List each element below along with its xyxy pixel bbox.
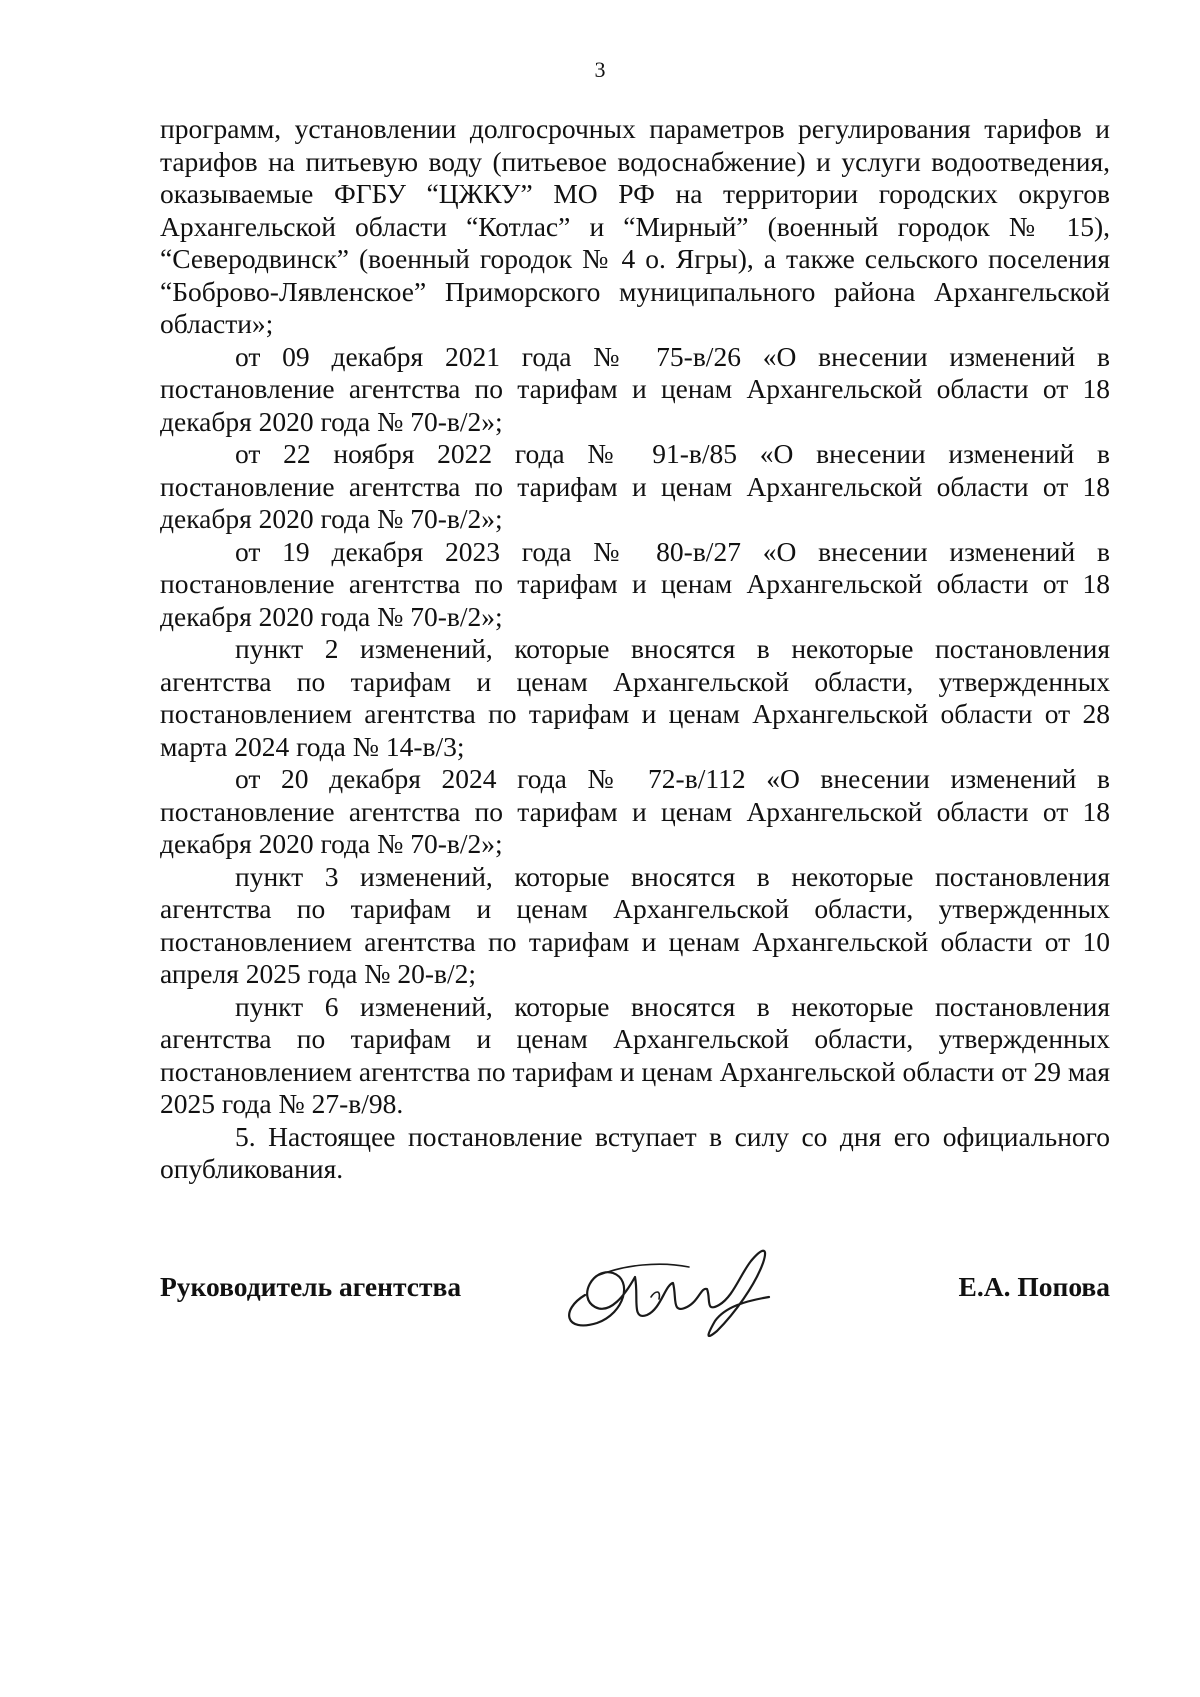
signatory-name: Е.А. Попова xyxy=(958,1271,1110,1302)
paragraph-item: от 20 декабря 2024 года № 72-в/112 «О внесении изменений в постановление агентства по тарифам и ценам Архангельской области от 18 декабря 2020 года № 70-в/2»; xyxy=(160,763,1110,859)
page-number: 3 xyxy=(594,57,606,82)
paragraph-effective-date: 5. Настоящее постановление вступает в силу со дня его официального опубликования. xyxy=(160,1120,1110,1184)
paragraph-item: пункт 3 изменений, которые вносятся в некоторые постановления агентства по тарифам и ценам Архангельской области, утвержденных постановлением агентства по тарифам и ценам Архангельской области от 10 апреля 2025 года № 20-в/2; xyxy=(160,860,1110,989)
handwritten-signature xyxy=(555,1235,785,1345)
paragraph-item: пункт 6 изменений, которые вносятся в некоторые постановления агентства по тарифам и ценам Архангельской области, утвержденных постановлением агентства по тарифам и ценам Архангельской области от 29 мая 2025 года № 27-в/98. xyxy=(160,990,1110,1119)
signatory-title: Руководитель агентства xyxy=(160,1271,462,1302)
paragraph-item: от 22 ноября 2022 года № 91-в/85 «О внесении изменений в постановление агентства по тарифам и ценам Архангельской области от 18 декабря 2020 года № 70-в/2»; xyxy=(160,438,1110,534)
signature-block xyxy=(160,1243,1110,1303)
document-body xyxy=(160,113,1110,1186)
paragraph-continuation: программ, установлении долгосрочных параметров регулирования тарифов и тарифов на питьевую воду (питьевое водоснабжение) и услуги водоотведения, оказываемые ФГБУ “ЦЖКУ” МО РФ на территории городских округов Архангельской области “Котлас” и “Мирный” (военный городок № 15), “Северодвинск” (военный городок № 4 о. Ягры), а также сельского поселения “Боброво-Лявленское” Приморского муниципального района Архангельской области»; xyxy=(160,113,1110,339)
paragraph-item: от 19 декабря 2023 года № 80-в/27 «О внесении изменений в постановление агентства по тарифам и ценам Архангельской области от 18 декабря 2020 года № 70-в/2»; xyxy=(160,535,1110,632)
paragraph-item: пункт 2 изменений, которые вносятся в некоторые постановления агентства по тарифам и ценам Архангельской области, утвержденных постановлением агентства по тарифам и ценам Архангельской области от 28 марта 2024 года № 14-в/3; xyxy=(160,633,1110,762)
paragraph-item: от 09 декабря 2021 года № 75-в/26 «О внесении изменений в постановление агентства по тарифам и ценам Архангельской области от 18 декабря 2020 года № 70-в/2»; xyxy=(160,340,1110,437)
